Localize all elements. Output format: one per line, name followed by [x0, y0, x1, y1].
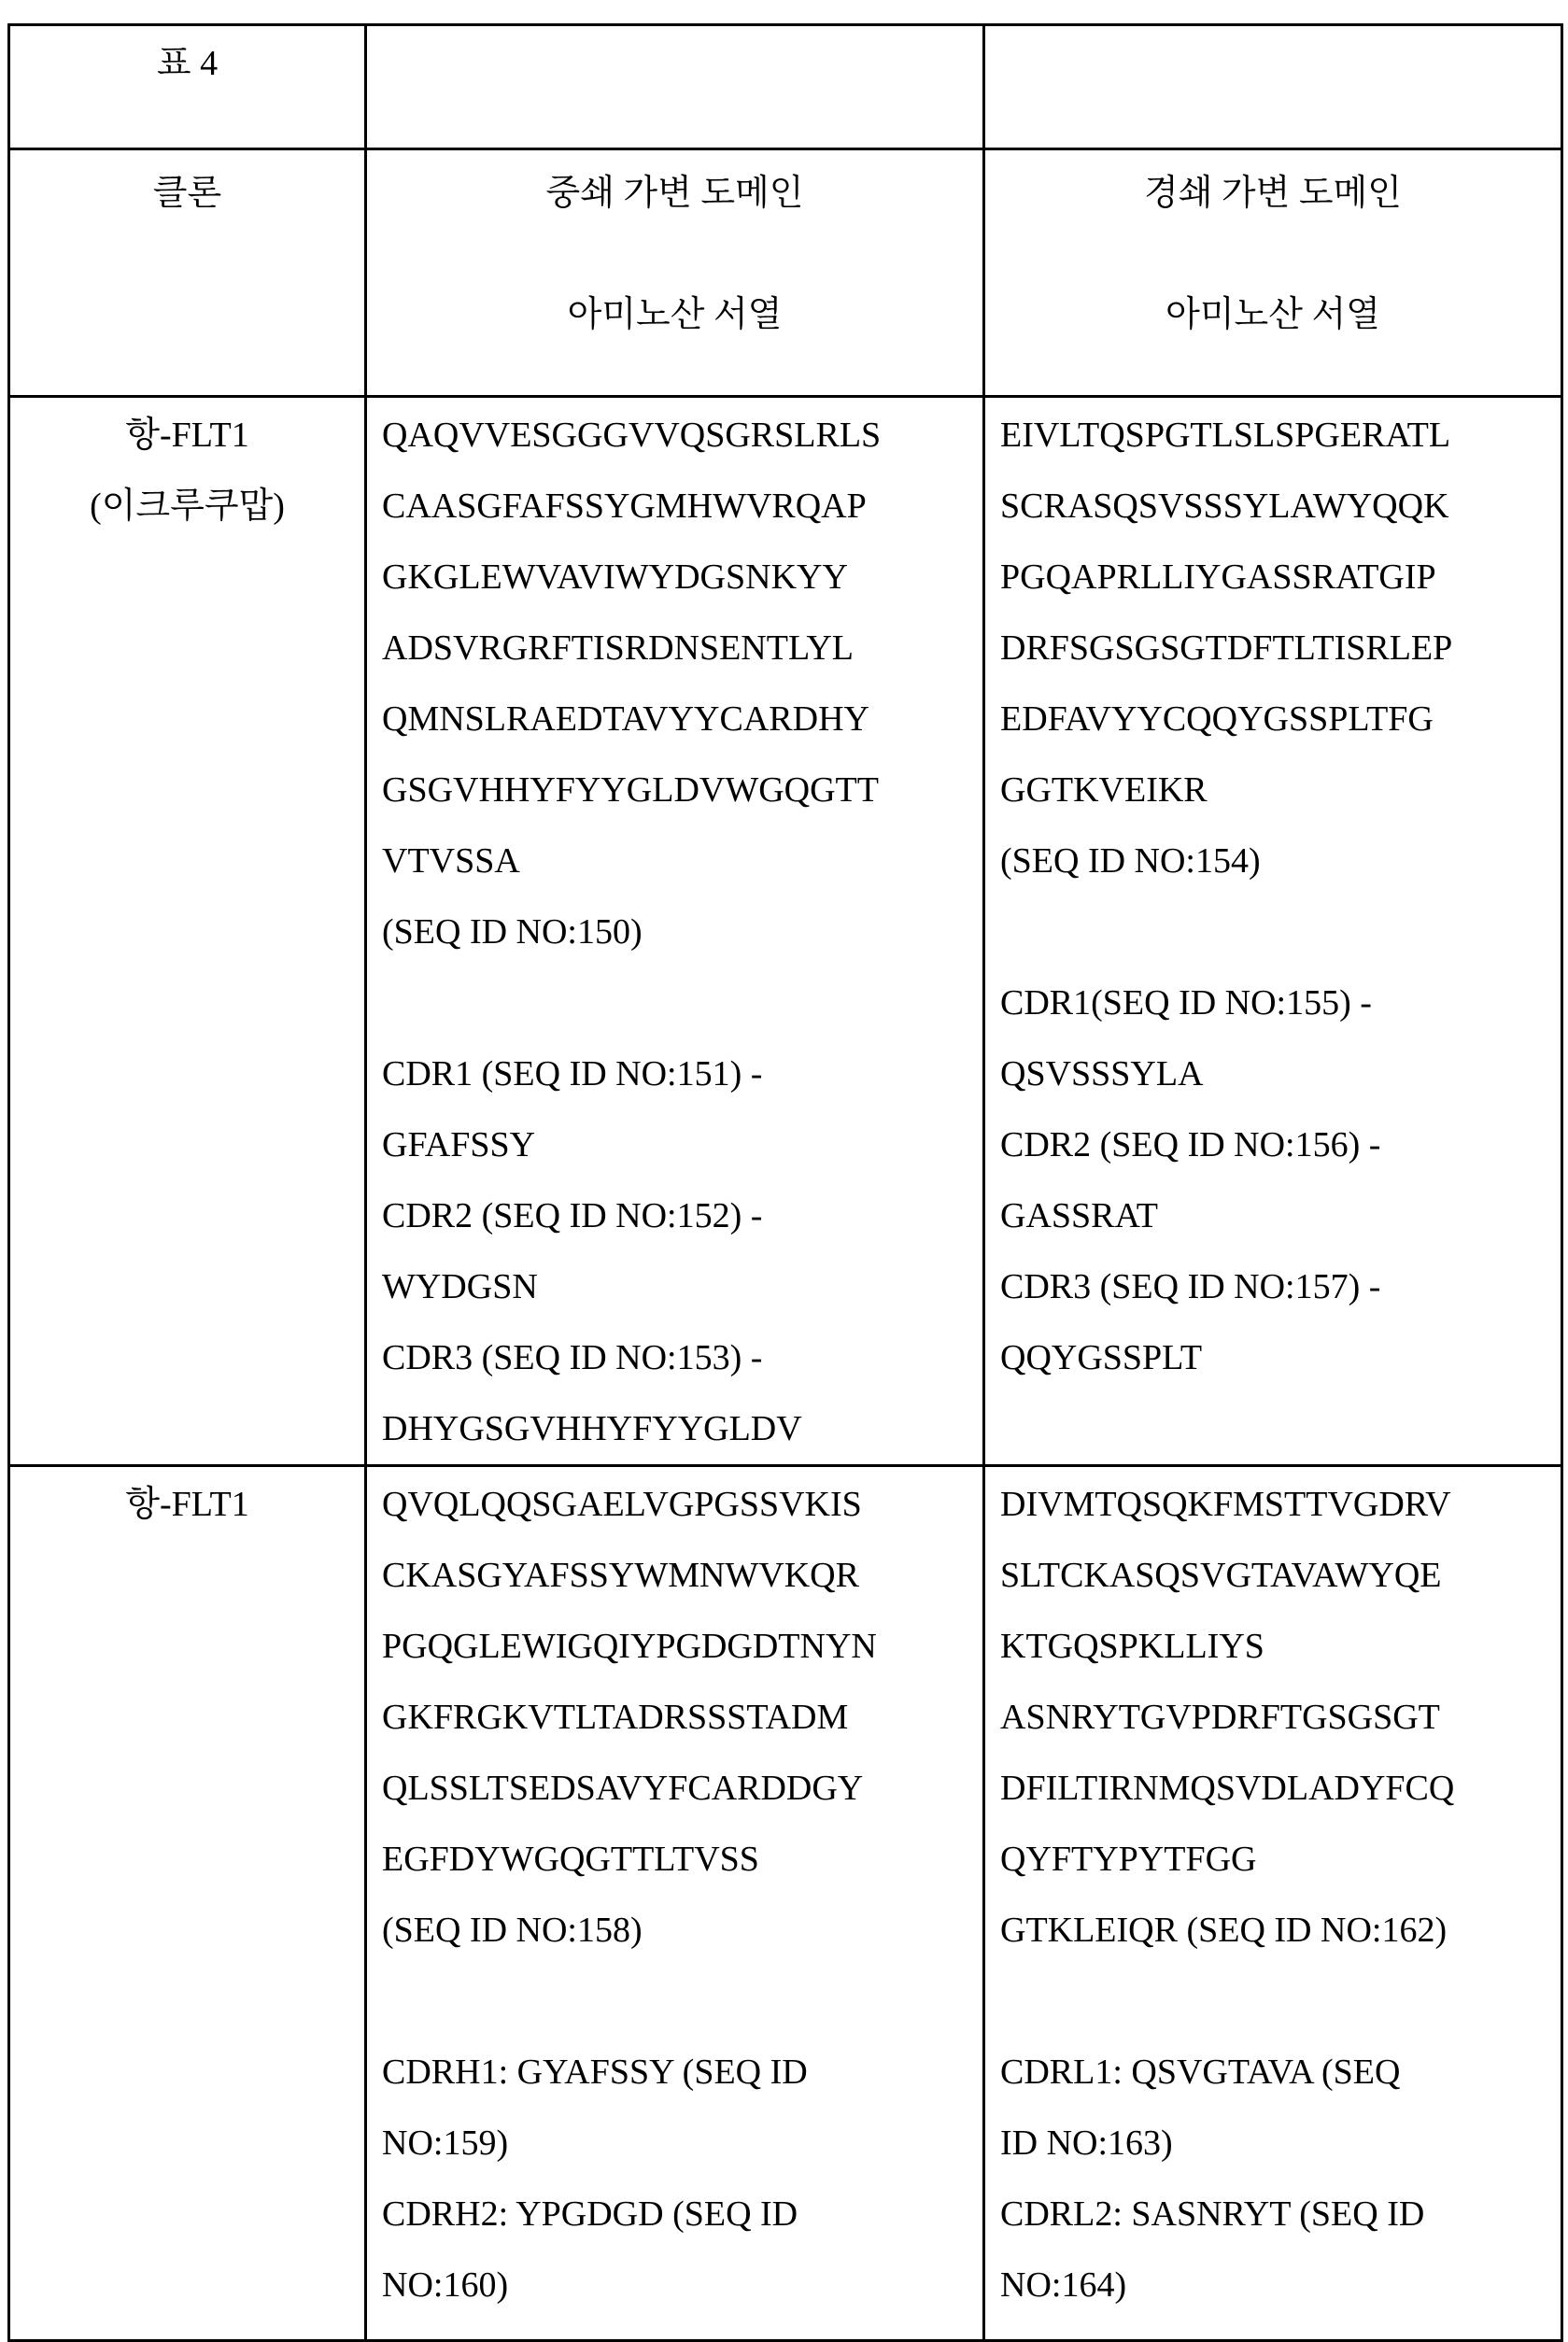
- header-heavy-line2: 아미노산 서열: [567, 295, 783, 334]
- cdr-line: DHYGSGVHHYFYYGLDV: [382, 1409, 802, 1448]
- cdr-line: CDRL2: SASNRYT (SEQ ID: [1000, 2194, 1425, 2234]
- sequence-line: EIVLTQSPGTLSLSPGERATL: [1000, 416, 1451, 455]
- light-chain-cell: [984, 1466, 1562, 2341]
- sequence-line: QYFTYPYTFGG: [1000, 1840, 1257, 1879]
- sequence-line: PGQGLEWIGQIYPGDGDTNYN: [382, 1627, 877, 1666]
- clone-name-cell: [9, 1466, 366, 2341]
- cdr-line: CDRH1: GYAFSSY (SEQ ID: [382, 2053, 808, 2092]
- sequence-line: GSGVHHYFYYGLDVWGQGTT: [382, 770, 879, 810]
- sequence-line: SLTCKASQSVGTAVAWYQE: [1000, 1556, 1442, 1595]
- sequence-line: KTGQSPKLLIYS: [1000, 1627, 1264, 1666]
- antibody-sequence-table: [7, 23, 1563, 2342]
- cdr-line: NO:160): [382, 2265, 509, 2305]
- table-title-cell: [9, 25, 366, 149]
- sequence-line: GKGLEWVAVIWYDGSNKYY: [382, 557, 848, 597]
- table-row: [9, 1466, 1562, 2341]
- table-title: 표 4: [156, 44, 219, 83]
- heavy-chain-cell: [366, 1466, 984, 2341]
- spacer: [1000, 896, 1561, 967]
- sequence-line: PGQAPRLLIYGASSRATGIP: [1000, 557, 1436, 597]
- sequence-line: QLSSLTSEDSAVYFCARDDGY: [382, 1769, 864, 1808]
- cdr-line: WYDGSN: [382, 1267, 538, 1306]
- cdr-line: GASSRAT: [1000, 1196, 1158, 1235]
- sequence-line: QMNSLRAEDTAVYYCARDHY: [382, 699, 869, 739]
- clone-name-cell: [9, 397, 366, 1466]
- header-clone-cell: [9, 149, 366, 397]
- sequence-line: DFILTIRNMQSVDLADYFCQ: [1000, 1769, 1455, 1808]
- light-chain-cell: [984, 397, 1562, 1466]
- sequence-line: GGTKVEIKR: [1000, 770, 1208, 810]
- cdr-line: NO:164): [1000, 2265, 1127, 2305]
- sequence-line: GTKLEIQR (SEQ ID NO:162): [1000, 1911, 1448, 1950]
- sequence-line: QVQLQQSGAELVGPGSSVKIS: [382, 1485, 862, 1524]
- sequence-line: EGFDYWGQGTTLTVSS: [382, 1840, 759, 1879]
- sequence-line: VTVSSA: [382, 841, 520, 881]
- cdr-line: QQYGSSPLT: [1000, 1338, 1203, 1377]
- seq-id: (SEQ ID NO:150): [382, 912, 643, 952]
- table-header-row: [9, 149, 1562, 397]
- clone-alias: (이크루쿠맙): [90, 487, 285, 526]
- header-heavy-cell: [366, 149, 984, 397]
- cdr-line: CDR3 (SEQ ID NO:153) -: [382, 1338, 763, 1377]
- sequence-line: GKFRGKVTLTADRSSSTADM: [382, 1698, 849, 1737]
- seq-id: (SEQ ID NO:154): [1000, 841, 1261, 881]
- cdr-line: CDR2 (SEQ ID NO:152) -: [382, 1196, 763, 1235]
- cdr-line: CDR3 (SEQ ID NO:157) -: [1000, 1267, 1381, 1306]
- heavy-chain-cell: [366, 397, 984, 1466]
- cdr-line: GFAFSSY: [382, 1125, 536, 1164]
- cdr-line: CDRH2: YPGDGD (SEQ ID: [382, 2194, 798, 2234]
- empty-cell: [984, 25, 1562, 149]
- table-title-row: [9, 25, 1562, 149]
- seq-id: (SEQ ID NO:158): [382, 1911, 643, 1950]
- sequence-line: DIVMTQSQKFMSTTVGDRV: [1000, 1485, 1451, 1524]
- header-heavy-line1: 중쇄 가변 도메인: [545, 174, 804, 213]
- sequence-line: CAASGFAFSSYGMHWVRQAP: [382, 487, 867, 526]
- sequence-line: ASNRYTGVPDRFTGSGSGT: [1000, 1698, 1440, 1737]
- clone-name: 항-FLT1: [125, 1485, 249, 1524]
- spacer: [382, 967, 982, 1038]
- cdr-line: CDR2 (SEQ ID NO:156) -: [1000, 1125, 1381, 1164]
- sequence-line: EDFAVYYCQQYGSSPLTFG: [1000, 699, 1434, 739]
- cdr-line: ID NO:163): [1000, 2123, 1173, 2163]
- spacer: [382, 1966, 982, 2037]
- header-clone: 클론: [152, 174, 222, 213]
- header-light-line2: 아미노산 서열: [1165, 295, 1380, 334]
- sequence-line: QAQVVESGGGVVQSGRSLRLS: [382, 416, 882, 455]
- sequence-line: CKASGYAFSSYWMNWVKQR: [382, 1556, 859, 1595]
- clone-name: 항-FLT1: [125, 416, 249, 455]
- header-light-line1: 경쇄 가변 도메인: [1144, 174, 1402, 213]
- spacer: [1000, 1966, 1561, 2037]
- cdr-line: CDR1 (SEQ ID NO:151) -: [382, 1054, 763, 1093]
- sequence-line: SCRASQSVSSSYLAWYQQK: [1000, 487, 1449, 526]
- table-row: [9, 397, 1562, 1466]
- sequence-line: ADSVRGRFTISRDNSENTLYL: [382, 628, 855, 668]
- sequence-line: DRFSGSGSGTDFTLTISRLEP: [1000, 628, 1453, 668]
- cdr-line: CDR1(SEQ ID NO:155) -: [1000, 983, 1372, 1023]
- cdr-line: CDRL1: QSVGTAVA (SEQ: [1000, 2053, 1401, 2092]
- cdr-line: QSVSSSYLA: [1000, 1054, 1204, 1093]
- cdr-line: NO:159): [382, 2123, 509, 2163]
- header-light-cell: [984, 149, 1562, 397]
- empty-cell: [366, 25, 984, 149]
